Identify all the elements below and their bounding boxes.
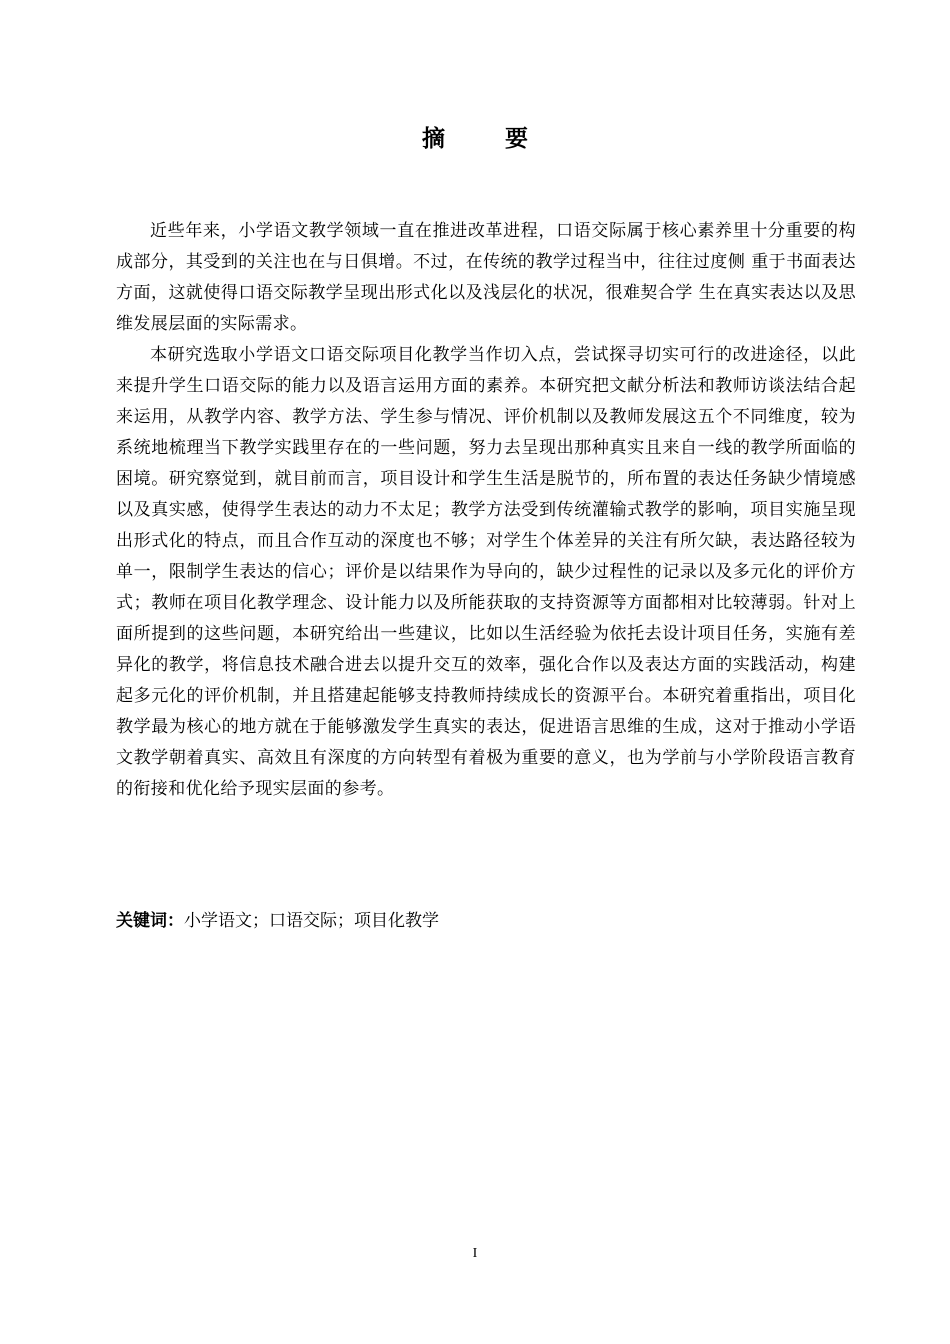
keywords-label: 关键词：	[116, 911, 184, 931]
keywords-list: 小学语文；口语交际；项目化教学	[184, 911, 439, 931]
abstract-body	[116, 216, 856, 805]
keywords-line	[116, 906, 856, 937]
abstract-paragraph-2: 本研究选取小学语文口语交际项目化教学当作切入点，尝试探寻切实可行的改进途径，以此来提升学生口语交际的能力以及语言运用方面的素养。本研究把文献分析法和教师访谈法结合起来运用，从教学内容、教学方法、学生参与情况、评价机制以及教师发展这五个不同维度，较为系统地梳理当下教学实践里存在的一些问题，努力去呈现出那种真实且来自一线的教学所面临的困境。研究察觉到，就目前而言，项目设计和学生生活是脱节的，所布置的表达任务缺少情境感以及真实感，使得学生表达的动力不太足；教学方法受到传统灌输式教学的影响，项目实施呈现出形式化的特点，而且合作互动的深度也不够；对学生个体差异的关注有所欠缺，表达路径较为单一，限制学生表达的信心；评价是以结果作为导向的，缺少过程性的记录以及多元化的评价方式；教师在项目化教学理念、设计能力以及所能获取的支持资源等方面都相对比较薄弱。针对上面所提到的这些问题，本研究给出一些建议，比如以生活经验为依托去设计项目任务，实施有差异化的教学，将信息技术融合进去以提升交互的效率，强化合作以及表达方面的实践活动，构建起多元化的评价机制，并且搭建起能够支持教师持续成长的资源平台。本研究着重指出，项目化教学最为核心的地方就在于能够激发学生真实的表达，促进语言思维的生成，这对于推动小学语文教学朝着真实、高效且有深度的方向转型有着极为重要的意义，也为学前与小学阶段语言教育的衔接和优化给予现实层面的参考。	[116, 345, 856, 799]
page-number: I	[472, 1246, 478, 1261]
page-title: 摘 要	[421, 126, 554, 152]
abstract-paragraph-1: 近些年来，小学语文教学领域一直在推进改革进程，口语交际属于核心素养里十分重要的构成部分，其受到的关注也在与日俱增。不过，在传统的教学过程当中，往往过度侧 重于书面表达方面，这就使得口语交际教学呈现出形式化以及浅层化的状况，很难契合学 生在真实表达以及思维发展层面的实际需求。	[116, 221, 856, 334]
